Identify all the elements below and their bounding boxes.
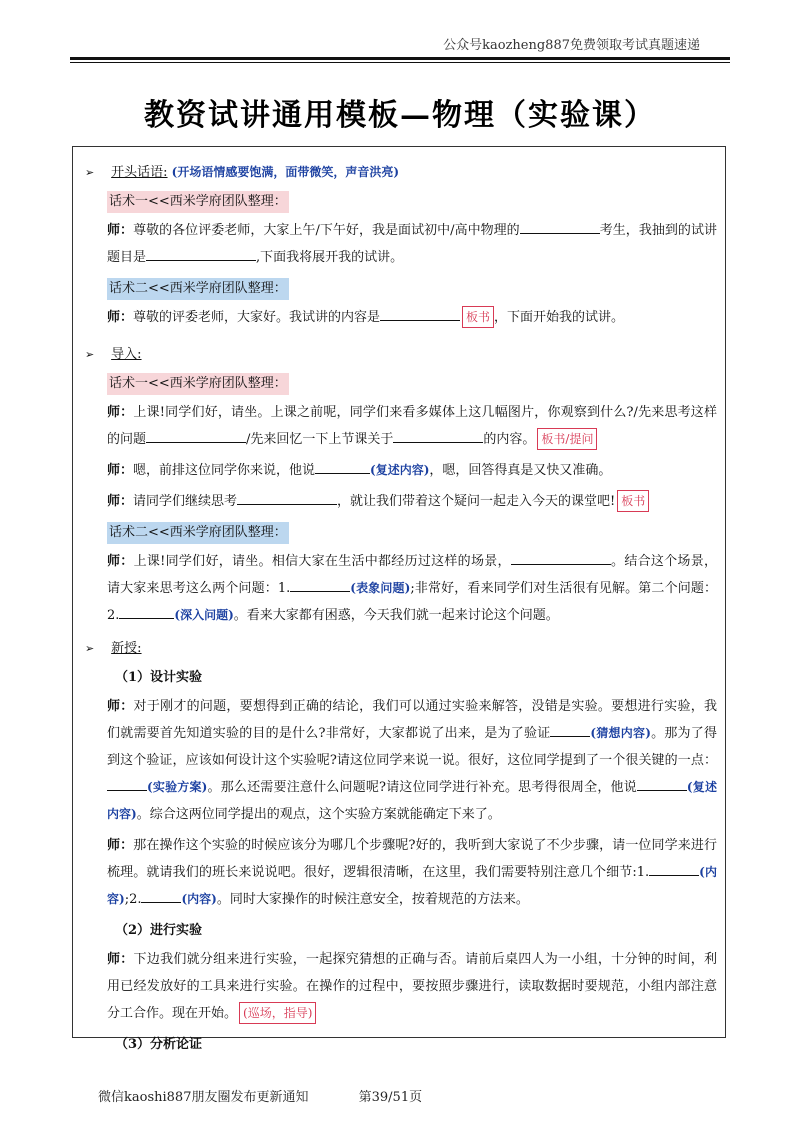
- fill-blank: [649, 859, 699, 876]
- document-title: 教资试讲通用模板—物理（实验课）: [144, 98, 656, 133]
- fill-blank: [119, 602, 174, 619]
- section-new: [85, 635, 717, 662]
- arrow-bullet-icon: ➢: [85, 166, 95, 179]
- intro-paragraph-2: 师：嗯，前排这位同学你来说，他说 (复述内容)，嗯，回答得真是又快又准确。: [85, 457, 717, 484]
- fill-blank: [637, 774, 687, 791]
- footer: [98, 1086, 422, 1105]
- header-rule-thick: [70, 57, 730, 60]
- section-opening: [85, 159, 717, 186]
- fill-blank: [107, 774, 147, 791]
- subsection-experiment: （2）进行实验: [115, 923, 203, 938]
- intro-paragraph-3: 师：请同学们继续思考 ，就让我们带着这个疑问一起走入今天的课堂吧! 板书: [85, 488, 717, 515]
- patrol-guide-tag: (巡场，指导): [239, 1002, 316, 1024]
- intro-paragraph-4: 师：上课!同学们好，请坐。相信大家在生活中都经历过这样的场景， 。结合这个场景，请大家来思考这么两个问题：1. (表象问题);非常好，看来同学们对生活很有见解。第二个问题：2. (深入问题)。看来大家都有困惑，今天我们就一起来讨论这个问题。: [85, 548, 717, 629]
- script-label-2: 话术二<<西米学府团队整理：: [107, 278, 289, 300]
- new-paragraph-3: 师：下边我们就分组来进行实验，一起探究猜想的正确与否。请前后桌四人为一小组，十分钟的时间，利用已经发放好的工具来进行实验。在操作的过程中，要按照步骤进行，读取数据时要规范，小组内部注意分工合作。现在开始。 (巡场，指导): [85, 946, 717, 1027]
- board-writing-tag: 板书: [462, 306, 494, 328]
- fill-blank: [520, 217, 600, 234]
- header-note: 公众号kaozheng887免费领取考试真题速递: [443, 38, 700, 53]
- script-label-1: 话术一<<西米学府团队整理：: [107, 191, 289, 213]
- subsection-design: （1）设计实验: [115, 670, 203, 685]
- intro-paragraph-1: 师：上课!同学们好，请坐。上课之前呢，同学们来看多媒体上这几幅图片，你观察到什么?/先来思考这样的问题 /先来回忆一下上节课关于 的内容。 板书/提问: [85, 399, 717, 453]
- new-paragraph-2: 师：那在操作这个实验的时候应该分为哪几个步骤呢?好的，我听到大家说了不少步骤，请一位同学来进行梳理。就请我们的班长来说说吧。很好，逻辑很清晰，在这里，我们需要特别注意几个细节:1. (内容);2. (内容)。同时大家操作的时候注意安全，按着规范的方法来。: [107, 838, 717, 907]
- fill-blank: [511, 548, 611, 565]
- arrow-bullet-icon: ➢: [85, 348, 95, 361]
- section-intro: [85, 341, 717, 368]
- fill-blank: [237, 488, 337, 505]
- section-title-intro: 导入:: [111, 347, 142, 362]
- fill-blank: [146, 426, 246, 443]
- fill-blank: [393, 426, 483, 443]
- header-rule-thin: [70, 62, 730, 63]
- new-paragraph-1: 师：对于刚才的问题，要想得到正确的结论，我们可以通过实验来解答，没错是实验。要想进行实验，我们就需要首先知道实验的目的是什么?非常好，大家都说了出来，是为了验证 (猜想内容)。那为了得到这个验证，应该如何设计这个实验呢?请这位同学来说一说。很好，这位同学提到了一个很关键的一点：(实验方案)。那么还需要注意什么问题呢?请这位同学进行补充。思考得很周全，他说 (复述内容)。综合这两位同学提出的观点，这个实验方案就能确定下来了。: [107, 699, 717, 822]
- fill-blank: [380, 304, 460, 321]
- fill-blank: [290, 575, 350, 592]
- fill-blank: [315, 457, 370, 474]
- opening-script-2: 师：尊敬的评委老师，大家好。我试讲的内容是 板书 ，下面开始我的试讲。: [85, 304, 717, 331]
- opening-script-1: 师：尊敬的各位评委老师，大家上午/下午好，我是面试初中/高中物理的 考生，我抽到的试讲题目是 ,下面我将展开我的试讲。: [85, 217, 717, 271]
- arrow-bullet-icon: ➢: [85, 642, 95, 655]
- fill-blank: [550, 720, 590, 737]
- content-box: [72, 146, 726, 1052]
- opening-hint: (开场语情感要饱满，面带微笑，声音洪亮): [171, 165, 400, 179]
- section-title-opening: 开头话语:: [111, 165, 168, 180]
- fill-blank: [146, 244, 256, 261]
- board-question-tag: 板书/提问: [537, 428, 597, 450]
- page-number: 第39/51页: [358, 1090, 423, 1105]
- script-label-1: 话术一<<西米学府团队整理：: [107, 373, 289, 395]
- board-writing-tag: 板书: [617, 490, 649, 512]
- section-title-new: 新授:: [111, 641, 142, 656]
- subsection-analysis: （3）分析论证: [115, 1037, 203, 1052]
- fill-blank: [141, 886, 181, 903]
- script-label-2: 话术二<<西米学府团队整理：: [107, 522, 289, 544]
- footer-note: 微信kaoshi887朋友圈发布更新通知: [98, 1090, 309, 1105]
